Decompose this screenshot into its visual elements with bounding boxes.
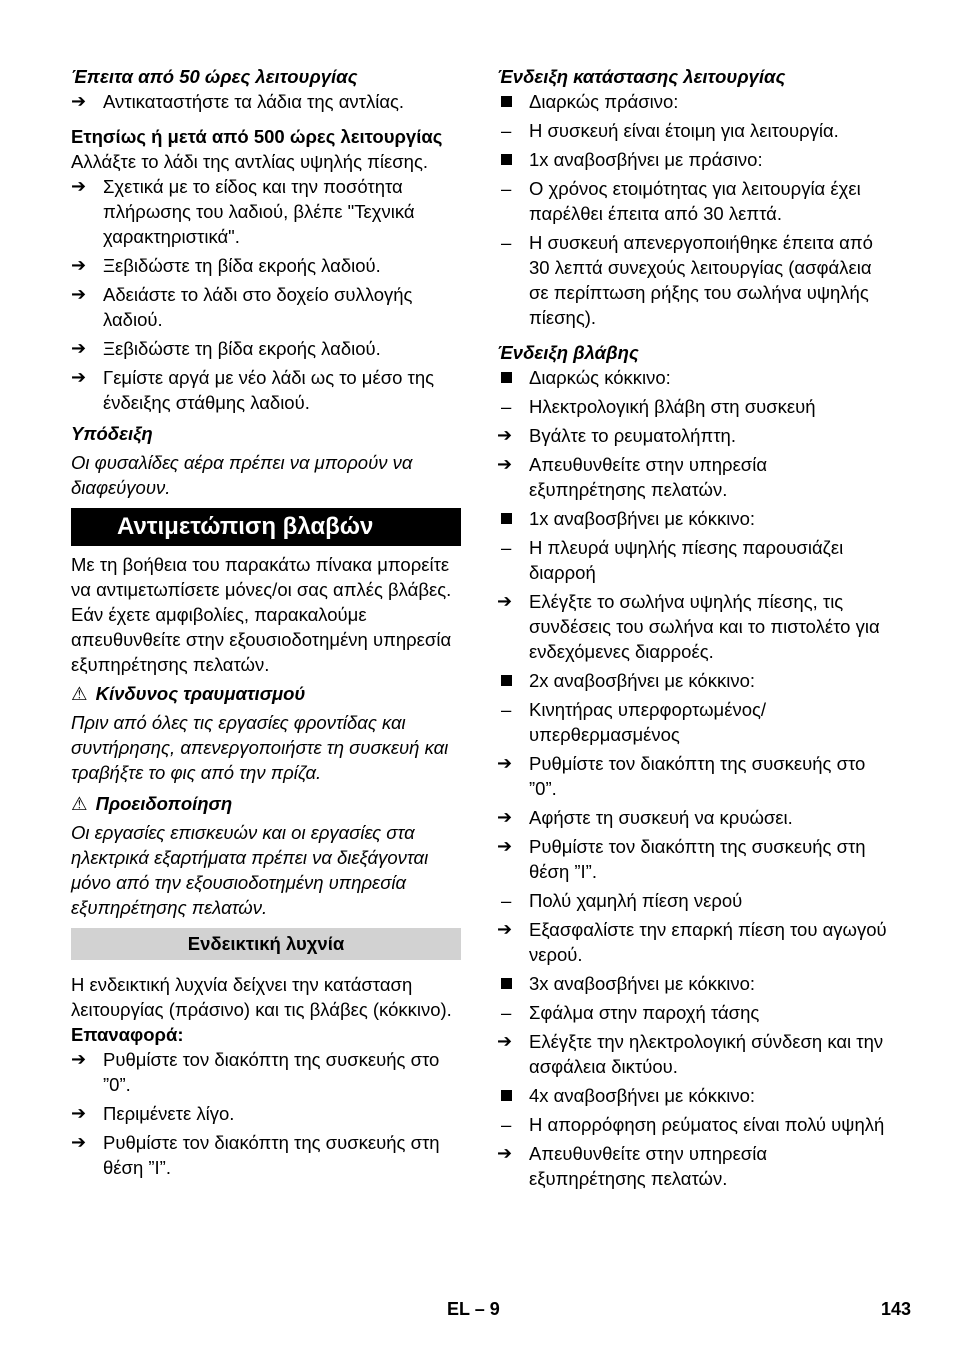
list-item: – Ο χρόνος ετοιμότητας για λειτουργία έχει παρέλθει έπειτα από 30 λεπτά. [501, 178, 861, 224]
list-item: ➔ Ρυθμίστε τον διακόπτη της συσκευής στο ”0”. [497, 753, 866, 799]
left-column [71, 64, 461, 1180]
list-item: – Σφάλμα στην παροχή τάσης [501, 1002, 760, 1023]
dash-bullet-icon: – [501, 1114, 512, 1135]
list-item: ➔ Εξασφαλίστε την επαρκή πίεση του αγωγού νερού. [497, 919, 887, 965]
dash-bullet-icon: – [501, 699, 512, 720]
dash-bullet-icon: – [501, 537, 512, 558]
arrow-icon: ➔ [71, 338, 87, 358]
list-reset [71, 1047, 461, 1180]
list-item: ➔ Ξεβιδώστε τη βίδα εκροής λαδιού. [71, 338, 381, 359]
list-status [497, 89, 887, 330]
warning-triangle-icon: ⚠ [71, 683, 88, 704]
oil-change-intro: Αλλάξτε το λάδι της αντλίας υψηλής πίεσης. [71, 151, 429, 172]
square-bullet-icon [501, 675, 512, 686]
warning-heading: ⚠ Προειδοποίηση [71, 793, 233, 814]
square-bullet-icon [501, 154, 512, 165]
list-item: ➔ Απευθυνθείτε στην υπηρεσία εξυπηρέτησης πελατών. [497, 454, 768, 500]
status-heading: Ένδειξη κατάστασης λειτουργίας [497, 66, 786, 87]
arrow-icon: ➔ [71, 284, 87, 304]
danger-heading: ⚠ Κίνδυνος τραυματισμού [71, 683, 306, 704]
right-column [497, 64, 887, 1191]
reset-heading: Επαναφορά: [71, 1024, 184, 1045]
list-item: 4x αναβοσβήνει με κόκκινο: [497, 1083, 887, 1108]
list-item: ➔ Ελέγξτε το σωλήνα υψηλής πίεσης, τις συνδέσεις του σωλήνα και το πιστολέτο για ενδεχόμενες διαρροές. [497, 591, 880, 662]
arrow-icon: ➔ [497, 591, 513, 611]
list-item: ➔ Ξεβιδώστε τη βίδα εκροής λαδιού. [71, 255, 381, 276]
list-item: ➔ Σχετικά με το είδος και την ποσότητα πλήρωσης του λαδιού, βλέπε "Τεχνικά χαρακτηριστικά". [71, 176, 415, 247]
warning-triangle-icon: ⚠ [71, 793, 88, 814]
list-item: ➔ Βγάλτε το ρευματολήπτη. [497, 425, 736, 446]
list-item: ➔ Αφήστε τη συσκευή να κρυώσει. [497, 807, 793, 828]
dash-bullet-icon: – [501, 396, 512, 417]
warning-text: Οι εργασίες επισκευών και οι εργασίες στα ηλεκτρικά εξαρτήματα πρέπει να διεξάγονται μόνο από την εξουσιοδοτημένη υπηρεσία εξυπηρέτησης πελατών. [71, 822, 429, 918]
list-item: ➔ Ελέγξτε την ηλεκτρολογική σύνδεση και την ασφάλεια δικτύου. [497, 1031, 884, 1077]
arrow-icon: ➔ [497, 1031, 513, 1051]
square-bullet-icon [501, 96, 512, 107]
arrow-icon: ➔ [497, 1143, 513, 1163]
list-item: Διαρκώς κόκκινο: [497, 365, 887, 390]
list-item: Διαρκώς πράσινο: [497, 89, 887, 114]
list-50-hours [71, 89, 461, 114]
arrow-icon: ➔ [497, 425, 513, 445]
troubleshooting-intro-2: Εάν έχετε αμφιβολίες, παρακαλούμε απευθυνθείτε στην εξουσιοδοτημένη υπηρεσία εξυπηρέτησης πελατών. [71, 604, 452, 675]
arrow-icon: ➔ [497, 807, 513, 827]
square-bullet-icon [501, 978, 512, 989]
list-item: ➔ Γεμίστε αργά με νέο λάδι ως το μέσο της ένδειξης στάθμης λαδιού. [71, 367, 435, 413]
danger-text: Πριν από όλες τις εργασίες φροντίδας και συντήρησης, απενεργοποιήστε τη συσκευή και τραβήξτε το φις από την πρίζα. [71, 712, 449, 783]
note-text: Οι φυσαλίδες αέρα πρέπει να μπορούν να διαφεύγουν. [71, 452, 413, 498]
list-item: ➔ Περιμένετε λίγο. [71, 1103, 235, 1124]
heading-500-hours: Ετησίως ή μετά από 500 ώρες λειτουργίας [71, 126, 443, 147]
list-item: – Ηλεκτρολογική βλάβη στη συσκευή [501, 396, 816, 417]
list-item: – Η συσκευή είναι έτοιμη για λειτουργία. [501, 120, 839, 141]
arrow-icon: ➔ [71, 176, 87, 196]
arrow-icon: ➔ [71, 1132, 87, 1152]
arrow-icon: ➔ [497, 919, 513, 939]
arrow-icon: ➔ [497, 454, 513, 474]
arrow-icon: ➔ [71, 1049, 87, 1069]
list-item: – Η συσκευή απενεργοποιήθηκε έπειτα από 30 λεπτά συνεχούς λειτουργίας (ασφάλεια σε περίπτωση ρήξης του σωλήνα υψηλής πίεσης). [501, 232, 873, 328]
list-item: – Κινητήρας υπερφορτωμένος/υπερθερμασμένος [501, 699, 767, 745]
arrow-icon: ➔ [497, 836, 513, 856]
dash-bullet-icon: – [501, 890, 512, 911]
list-item: – Πολύ χαμηλή πίεση νερού [501, 890, 743, 911]
lamp-description: Η ενδεικτική λυχνία δείχνει την κατάσταση λειτουργίας (πράσινο) και τις βλάβες (κόκκινο). [71, 974, 452, 1020]
fault-heading: Ένδειξη βλάβης [497, 342, 639, 363]
list-item: ➔ Απευθυνθείτε στην υπηρεσία εξυπηρέτησης πελατών. [497, 1143, 768, 1189]
list-item: ➔ Αδειάστε το λάδι στο δοχείο συλλογής λαδιού. [71, 284, 413, 330]
list-item: ➔ Αντικαταστήστε τα λάδια της αντλίας. [71, 91, 405, 112]
troubleshooting-intro: Με τη βοήθεια του παρακάτω πίνακα μπορείτε να αντιμετωπίσετε μόνες/οι σας απλές βλάβες. [71, 554, 452, 600]
list-item: ➔ Ρυθμίστε τον διακόπτη της συσκευής στο ”0”. [71, 1049, 440, 1095]
arrow-icon: ➔ [71, 1103, 87, 1123]
dash-bullet-icon: – [501, 232, 512, 253]
dash-bullet-icon: – [501, 1002, 512, 1023]
list-item: 1x αναβοσβήνει με πράσινο: [497, 147, 887, 172]
dash-bullet-icon: – [501, 178, 512, 199]
list-item: ➔ Ρυθμίστε τον διακόπτη της συσκευής στη θέση ”I”. [497, 836, 866, 882]
page-number: 143 [880, 1299, 911, 1319]
list-fault [497, 365, 887, 1191]
list-item: 1x αναβοσβήνει με κόκκινο: [497, 506, 887, 531]
arrow-icon: ➔ [71, 367, 87, 387]
list-item: ➔ Ρυθμίστε τον διακόπτη της συσκευής στη θέση ”I”. [71, 1132, 440, 1178]
heading-50-hours: Έπειτα από 50 ώρες λειτουργίας [71, 66, 358, 87]
footer-language: EL – 9 [447, 1299, 500, 1319]
arrow-icon: ➔ [71, 91, 87, 111]
list-oil-change [71, 174, 461, 415]
subsection-title: Ενδεικτική λυχνία [71, 928, 461, 960]
list-item: 2x αναβοσβήνει με κόκκινο: [497, 668, 887, 693]
arrow-icon: ➔ [71, 255, 87, 275]
note-heading: Υπόδειξη [71, 423, 153, 444]
list-item: – Η απορρόφηση ρεύματος είναι πολύ υψηλή [501, 1114, 885, 1135]
section-title: Αντιμετώπιση βλαβών [71, 508, 461, 546]
arrow-icon: ➔ [497, 753, 513, 773]
square-bullet-icon [501, 513, 512, 524]
square-bullet-icon [501, 1090, 512, 1101]
list-item: 3x αναβοσβήνει με κόκκινο: [497, 971, 887, 996]
list-item: – Η πλευρά υψηλής πίεσης παρουσιάζει διαρροή [501, 537, 844, 583]
dash-bullet-icon: – [501, 120, 512, 141]
square-bullet-icon [501, 372, 512, 383]
